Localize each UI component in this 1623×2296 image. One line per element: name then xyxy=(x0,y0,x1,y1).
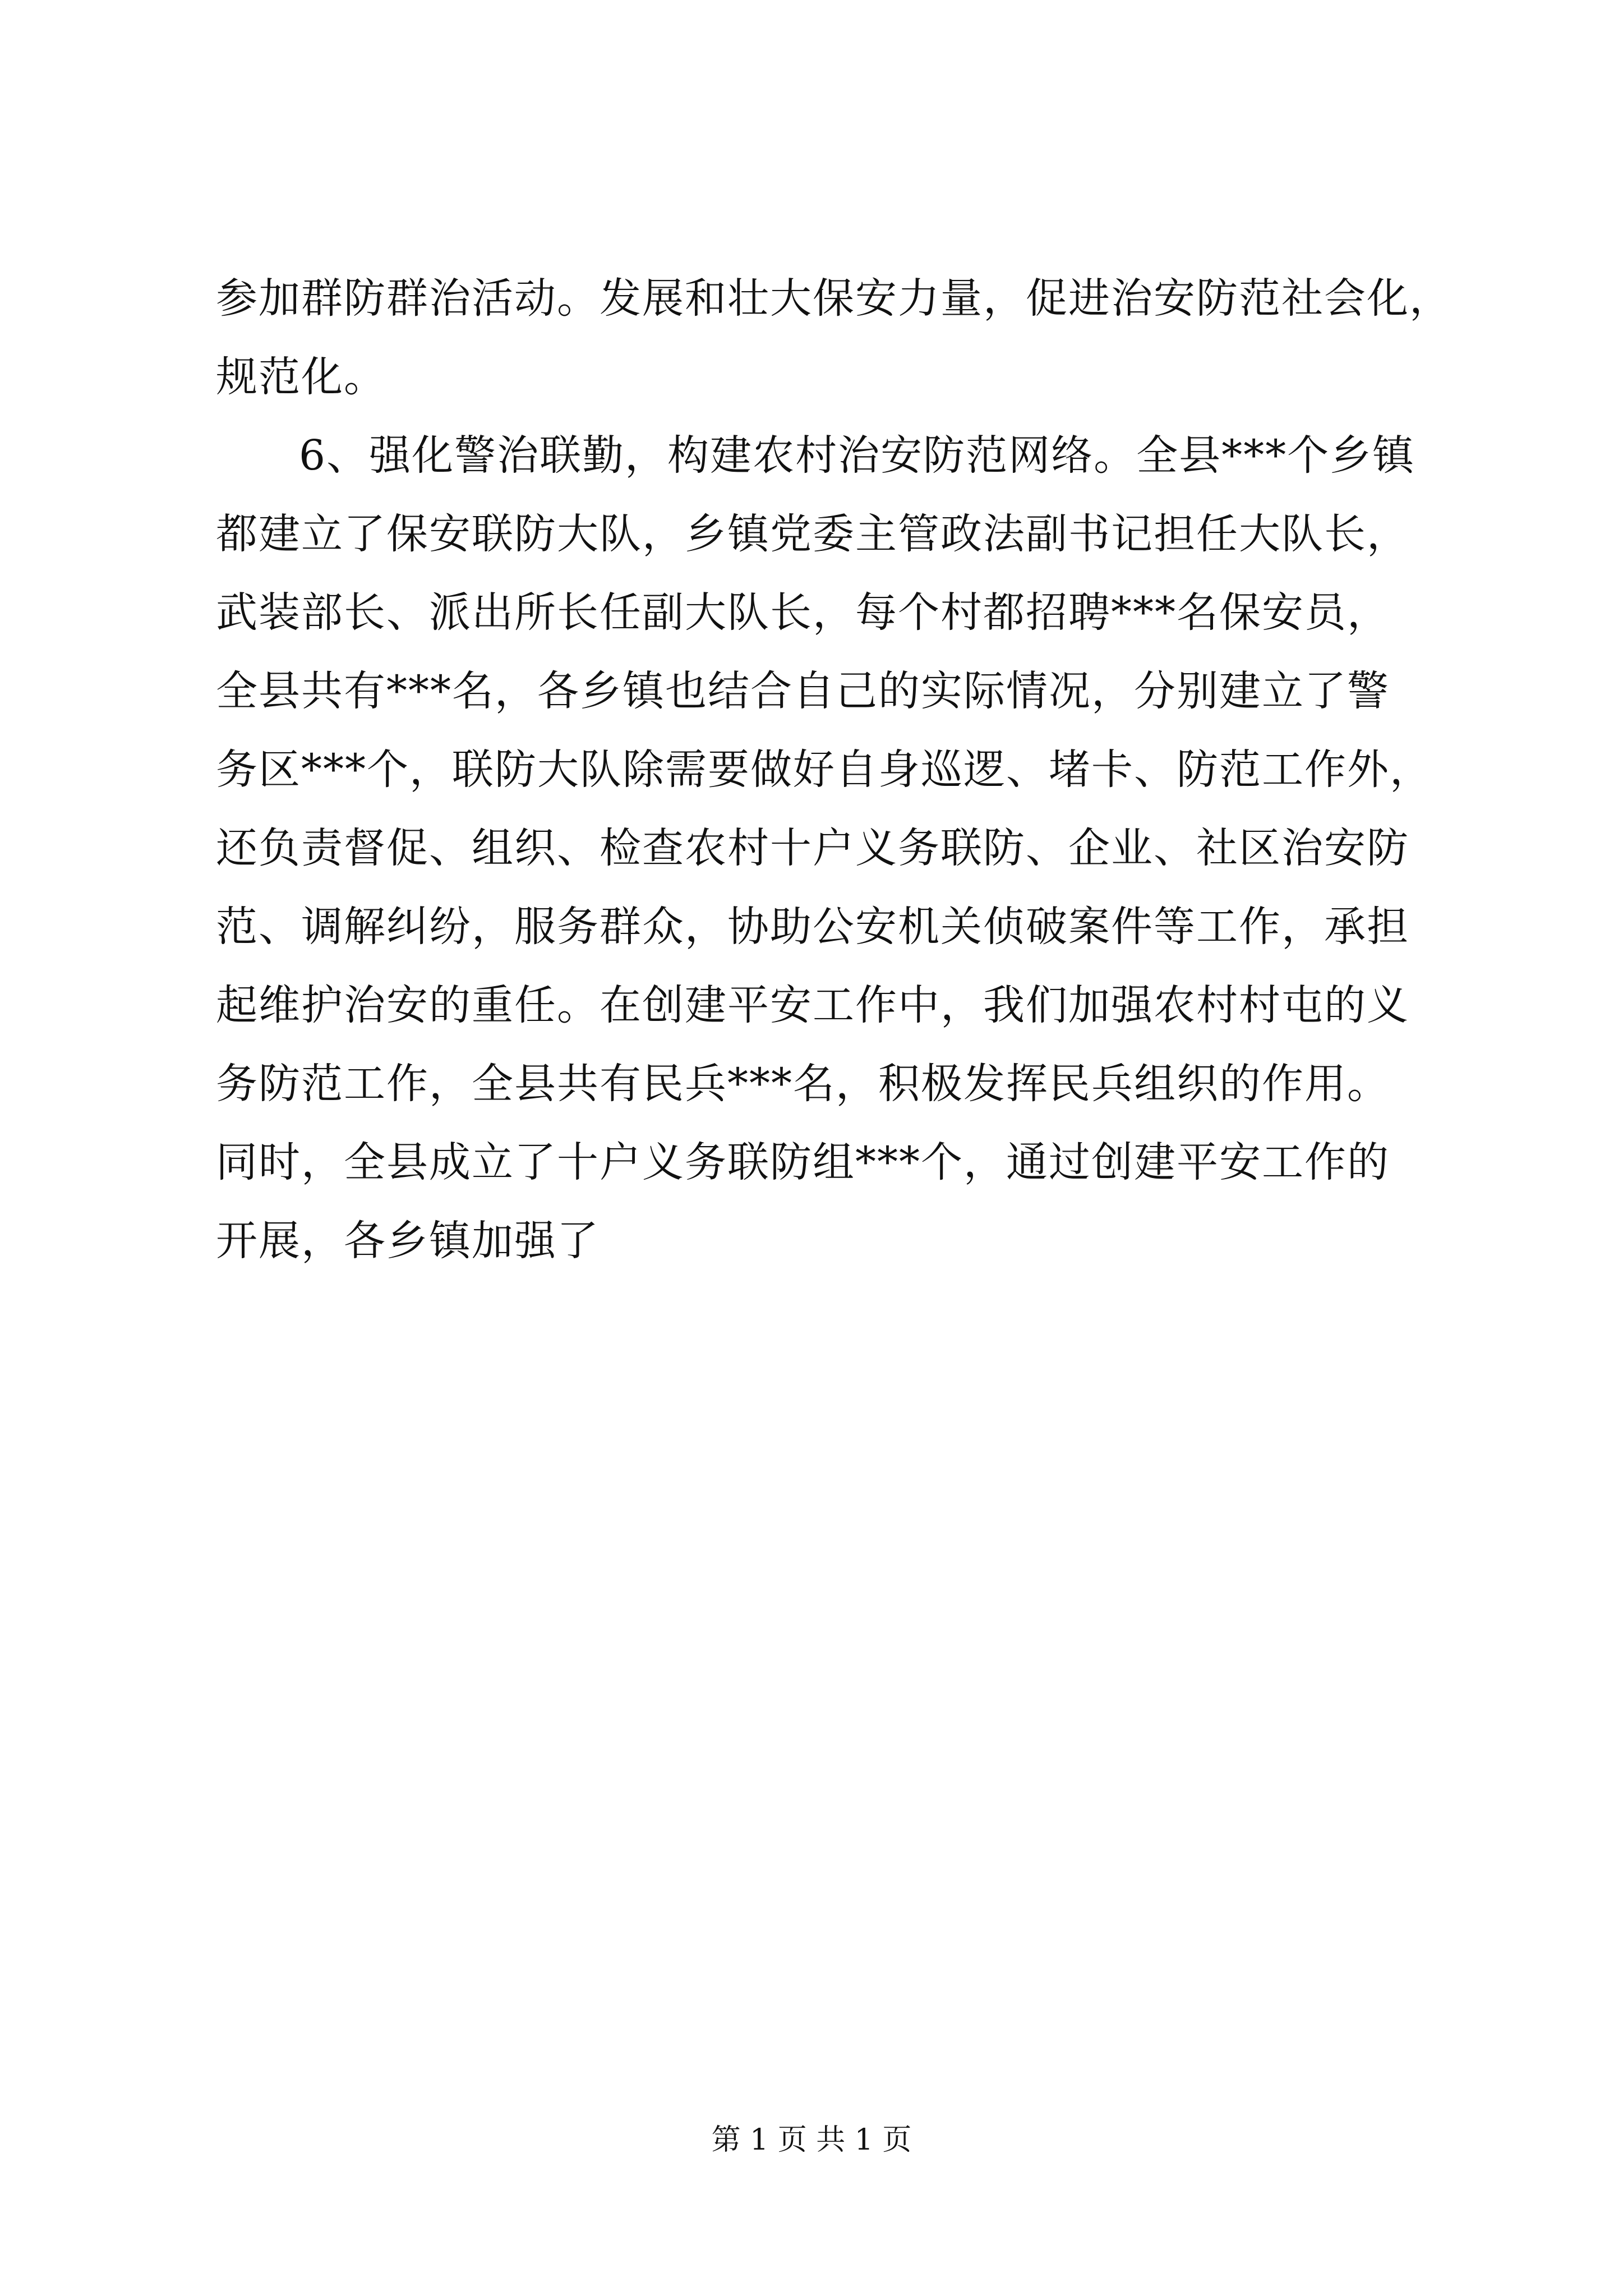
paragraph-line-7: 务区***个，联防大队除需要做好自身巡逻、堵卡、防范工作外， xyxy=(216,746,1432,794)
paragraph-line-6: 全县共有***名，各乡镇也结合自己的实际情况，分别建立了警 xyxy=(216,667,1390,715)
paragraph-line-12: 同时，全县成立了十户义务联防组***个，通过创建平安工作的 xyxy=(216,1138,1390,1186)
paragraph-line-2: 规范化。 xyxy=(216,353,386,401)
paragraph-line-13: 开展，各乡镇加强了 xyxy=(216,1217,600,1265)
paragraph-line-9: 范、调解纠纷，服务群众，协助公安机关侦破案件等工作，承担 xyxy=(216,903,1409,951)
body-text xyxy=(216,259,1452,1280)
paragraph-line-5: 武装部长、派出所长任副大队长，每个村都招聘***名保安员， xyxy=(216,588,1390,637)
paragraph-line-1: 参加群防群治活动。发展和壮大保安力量，促进治安防范社会化， xyxy=(216,274,1452,323)
page-footer xyxy=(0,2120,1623,2160)
paragraph-line-8: 还负责督促、组织、检查农村十户义务联防、企业、社区治安防 xyxy=(216,824,1409,872)
paragraph-line-3: 6、强化警治联勤，构建农村治安防范网络。全县***个乡镇 xyxy=(299,431,1415,480)
paragraph-line-11: 务防范工作，全县共有民兵***名，积极发挥民兵组织的作用。 xyxy=(216,1060,1390,1108)
page-number-label: 第 1 页 共 1 页 xyxy=(711,2123,912,2157)
paragraph-line-10: 起维护治安的重任。在创建平安工作中，我们加强农村村屯的义 xyxy=(216,981,1409,1029)
paragraph-line-4: 都建立了保安联防大队，乡镇党委主管政法副书记担任大队长， xyxy=(216,510,1409,558)
